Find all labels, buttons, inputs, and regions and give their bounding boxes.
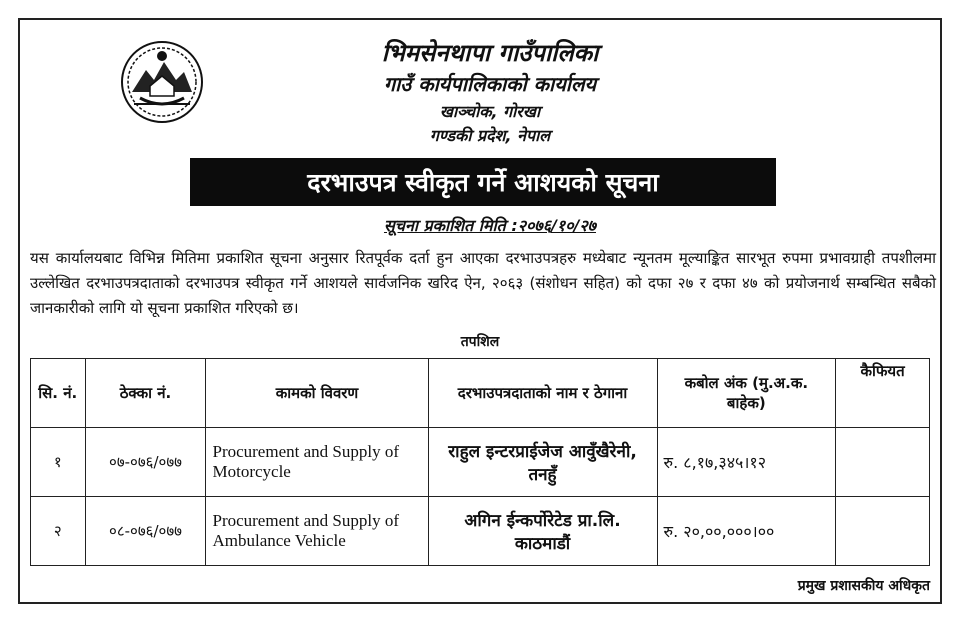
signatory-title: प्रमुख प्रशासकीय अधिकृत [797, 578, 930, 594]
row-description: Procurement and Supply of Ambulance Vehicle [206, 497, 428, 566]
row-contract-no: ०८-०७६/०७७ [85, 497, 206, 566]
header-description: कामको विवरण [206, 359, 428, 428]
header-sn: सि. नं. [31, 359, 86, 428]
nepal-government-emblem-icon [120, 40, 204, 124]
row-sn: १ [31, 428, 86, 497]
header-remarks: कैफियत [836, 359, 930, 428]
office-address: खाञ्चोक, गोरखा [439, 102, 541, 121]
row-remarks [836, 428, 930, 497]
row-sn: २ [31, 497, 86, 566]
notice-title: दरभाउपत्र स्वीकृत गर्ने आशयको सूचना [307, 168, 659, 197]
bid-table [30, 358, 930, 566]
row-description: Procurement and Supply of Motorcycle [206, 428, 428, 497]
table-row [31, 497, 930, 566]
details-label: तपशिल [460, 334, 500, 350]
table-header-row [31, 359, 930, 428]
header-amount: कबोल अंक (मु.अ.क. बाहेक) [657, 359, 836, 428]
province-line: गण्डकी प्रदेश, नेपाल [429, 126, 551, 145]
header-bidder: दरभाउपत्रदाताको नाम र ठेगाना [428, 359, 657, 428]
row-bidder: राहुल इन्टरप्राईजेज आवुँखैरेनी, तनहुँ [428, 428, 657, 497]
header-contract-no: ठेक्का नं. [85, 359, 206, 428]
row-amount: रु. ८,१७,३४५।१२ [657, 428, 836, 497]
row-amount: रु. २०,००,०००।०० [657, 497, 836, 566]
table-row [31, 428, 930, 497]
publish-date-text: सूचना प्रकाशित मिति :२०७६/१०/२७ [383, 216, 596, 235]
notice-title-banner [190, 158, 776, 206]
office-name: गाउँ कार्यपालिकाको कार्यालय [383, 72, 597, 96]
publish-date [200, 214, 780, 236]
row-bidder: अगिन ईन्कर्पोरेटेड प्रा.लि. काठमाडौं [428, 497, 657, 566]
row-remarks [836, 497, 930, 566]
row-contract-no: ०७-०७६/०७७ [85, 428, 206, 497]
notice-body: यस कार्यालयबाट विभिन्न मितिमा प्रकाशित सूचना अनुसार रितपूर्वक दर्ता हुन आएका दरभाउपत्रहरु मध्येबाट न्यूनतम मूल्याङ्कित सारभूत रुपमा प्रभावग्राही तपशीलमा उल्लेखित दरभाउपत्रदाताको दरभाउपत्र स्वीकृत गर्ने आशयले सार्वजनिक खरिद ऐन, २०६३ (संशोधन सहित) को दफा २७ र दफा ४७ को प्रयोजनार्थ सम्बन्धित सबैको जानकारीको लागि यो सूचना प्रकाशित गरिएको छ। [30, 249, 936, 317]
municipality-name: भिमसेनथापा गाउँपालिका [381, 39, 599, 67]
